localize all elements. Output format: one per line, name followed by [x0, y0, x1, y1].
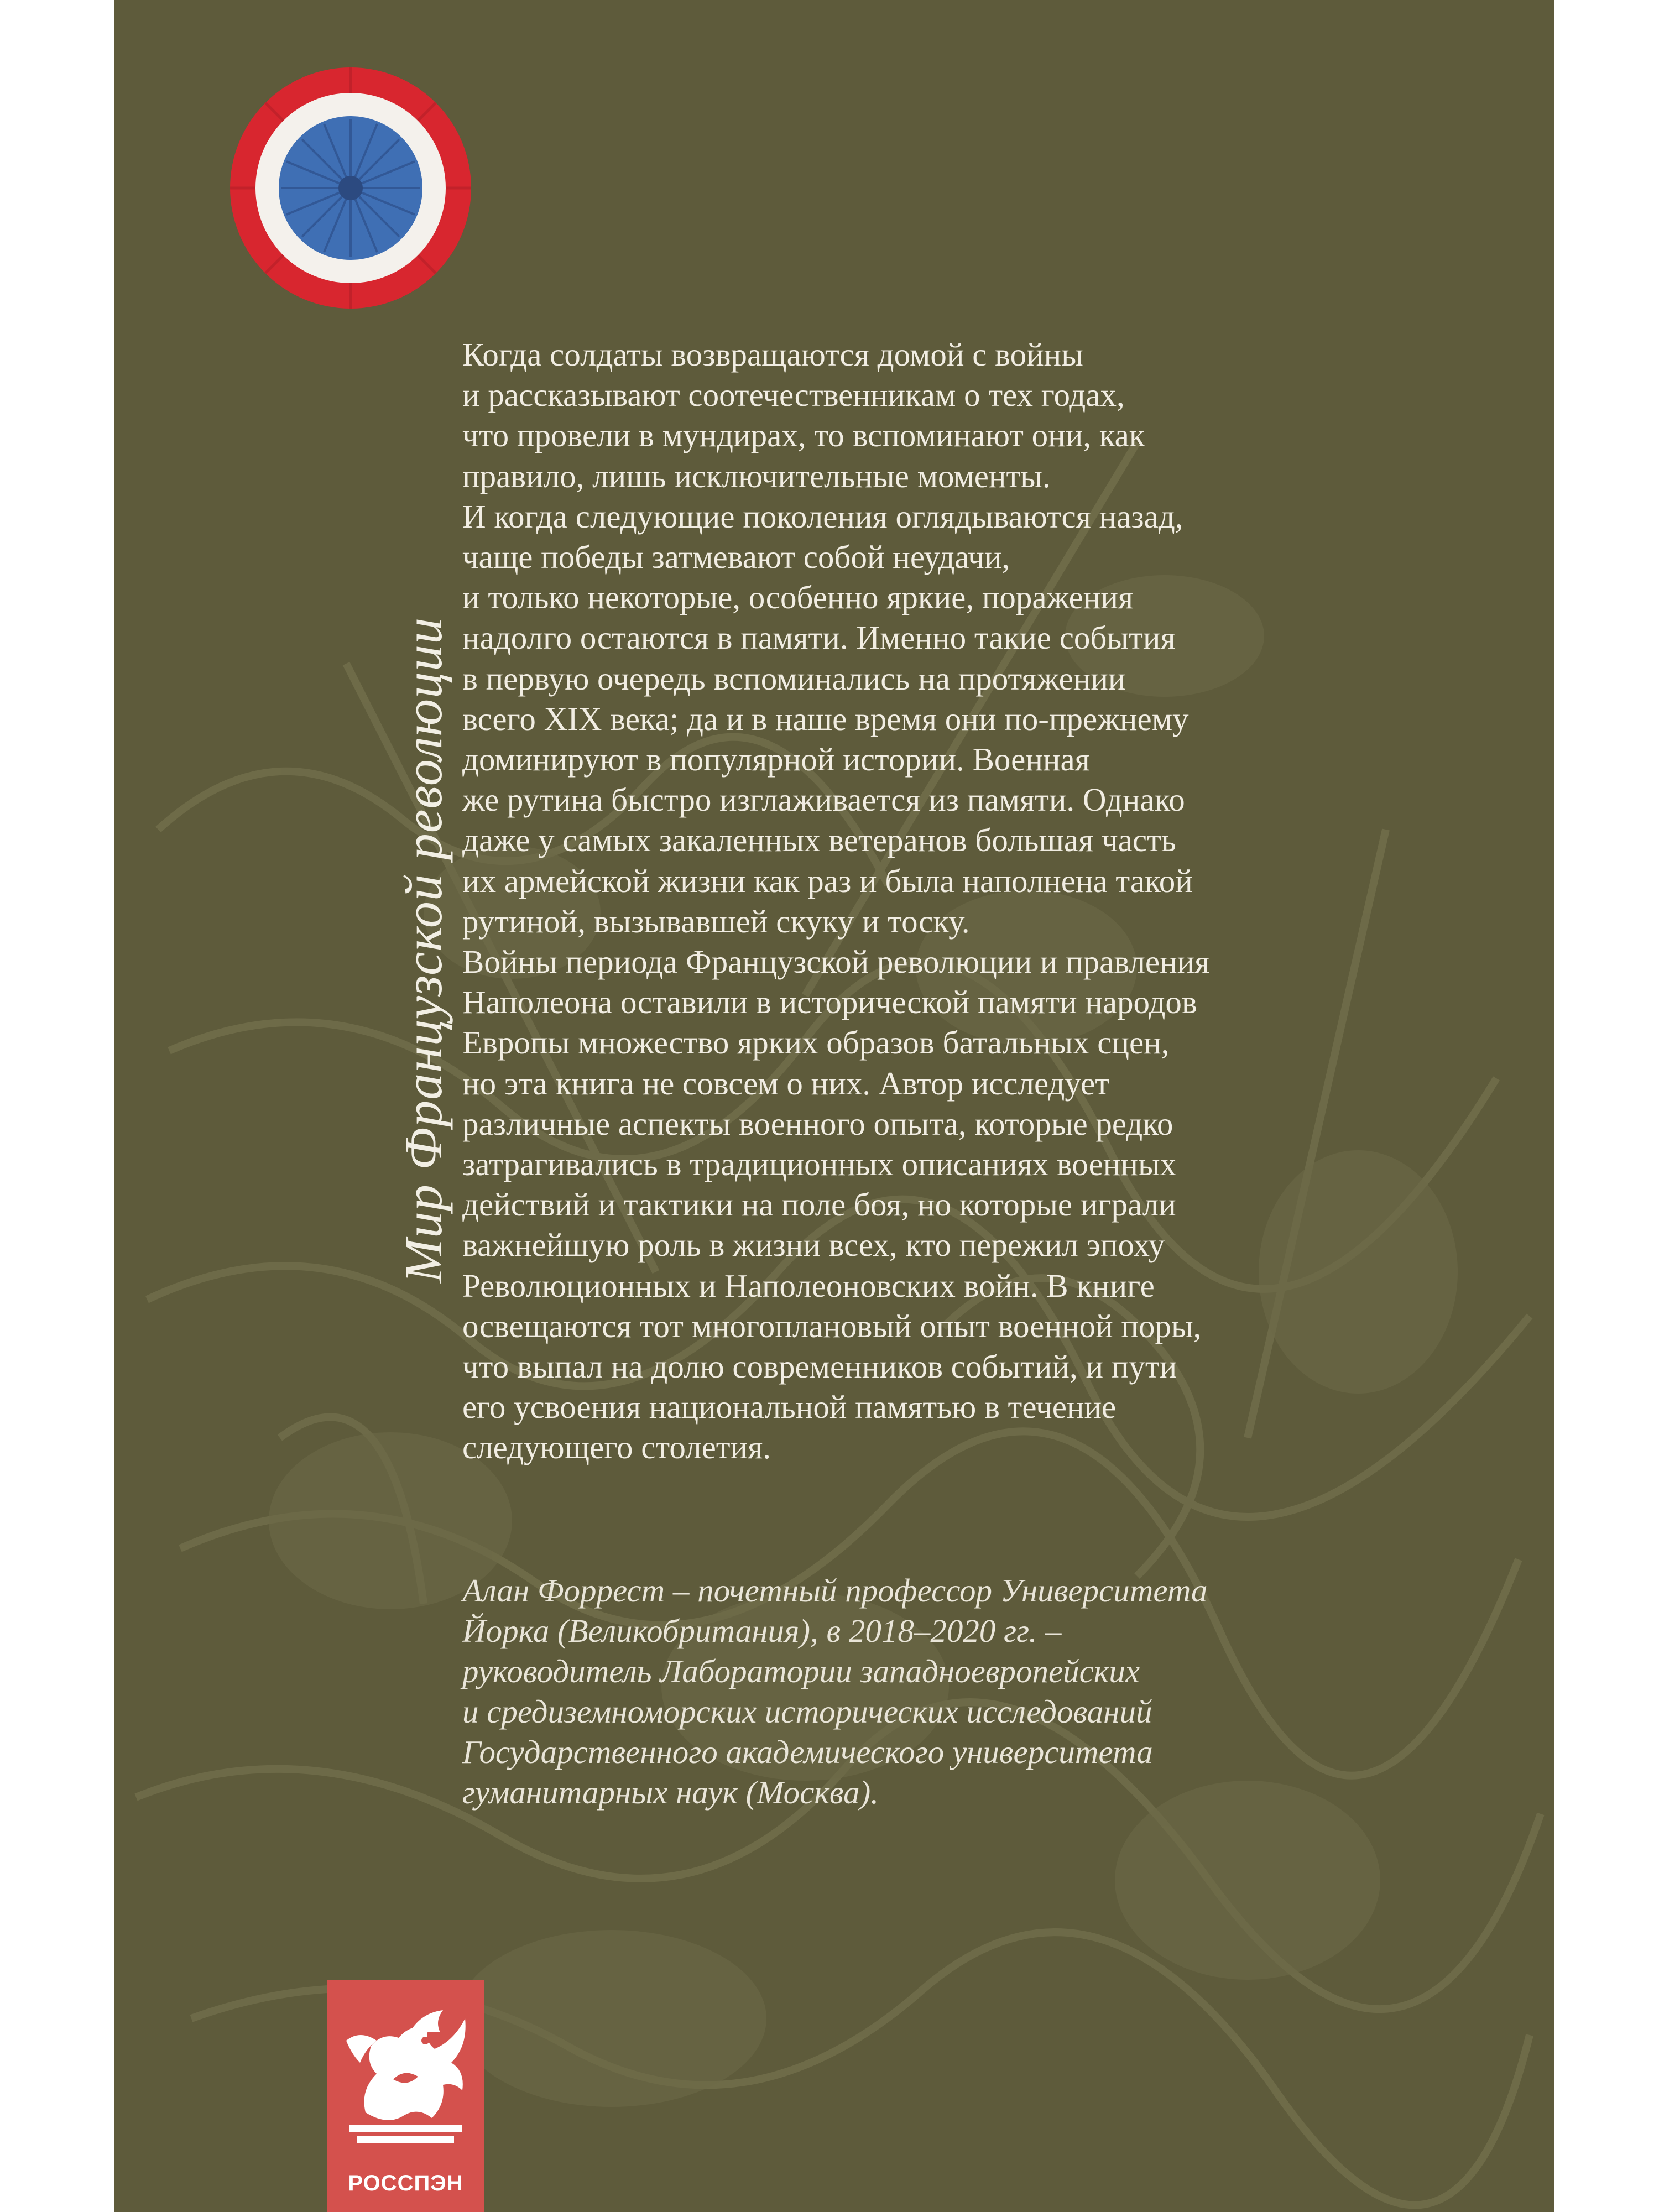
text-line: его усвоения национальной памятью в течение [462, 1389, 1117, 1426]
text-line: и рассказывают соотечественникам о тех годах, [462, 377, 1125, 414]
tricolour-cockade-icon [229, 66, 472, 310]
text-line: доминируют в популярной истории. Военная [462, 741, 1090, 778]
text-line: же рутина быстро изглаживается из памяти. Однако [462, 781, 1185, 818]
author-line: гуманитарных наук (Москва). [462, 1774, 879, 1811]
book-back-cover [114, 0, 1554, 2212]
text-line: всего XIX века; да и в наше время они по-прежнему [462, 700, 1189, 737]
text-line: Войны периода Французской революции и правления [462, 943, 1210, 980]
text-line: что провели в мундирах, то вспоминают они, как [462, 417, 1145, 454]
text-line: но эта книга не совсем о них. Автор исследует [462, 1065, 1110, 1102]
text-line: правило, лишь исключительные моменты. [462, 457, 1051, 494]
text-line: Европы множество ярких образов батальных сцен, [462, 1024, 1170, 1061]
text-line: рутиной, вызывавшей скуку и тоску. [462, 902, 970, 940]
text-line: даже у самых закаленных ветеранов большая часть [462, 822, 1176, 859]
text-line: чаще победы затмевают собой неудачи, [462, 539, 1010, 576]
text-line: И когда следующие поколения оглядываются назад, [462, 498, 1183, 535]
publisher-name: РОССПЭН [348, 2171, 463, 2195]
text-line: затрагивались в традиционных описаниях военных [462, 1146, 1177, 1183]
text-line: надолго остаются в памяти. Именно такие события [462, 619, 1176, 656]
text-line: их армейской жизни как раз и была наполнена такой [462, 862, 1193, 899]
text-line: следующего столетия. [462, 1429, 771, 1466]
text-line: в первую очередь вспоминались на протяжении [462, 660, 1126, 697]
author-line: Алан Форрест – почетный профессор Университета [462, 1572, 1208, 1609]
series-title: Мир Французской революции [394, 617, 453, 1283]
text-line: различные аспекты военного опыта, которые редко [462, 1105, 1173, 1142]
griffin-logo-icon [327, 1980, 484, 2162]
publisher-logo [327, 1980, 484, 2212]
author-note [462, 1571, 1546, 1813]
author-line: Йорка (Великобритания), в 2018–2020 гг. – [462, 1613, 1062, 1649]
text-line: Когда солдаты возвращаются домой с войны [462, 336, 1083, 373]
author-line: руководитель Лаборатории западноевропейских [462, 1653, 1140, 1689]
author-line: Государственного академического университета [462, 1734, 1153, 1770]
text-line: и только некоторые, особенно яркие, поражения [462, 579, 1134, 616]
author-line: и средиземноморских исторических исследований [462, 1693, 1152, 1730]
text-line: что выпал на долю современников событий, и пути [462, 1348, 1177, 1385]
annotation-text [462, 335, 1546, 1468]
text-line: освещаются тот многоплановый опыт военной поры, [462, 1307, 1202, 1344]
text-line: действий и тактики на поле боя, но которые играли [462, 1186, 1176, 1223]
text-line: важнейшую роль в жизни всех, кто пережил эпоху [462, 1227, 1165, 1264]
text-line: Наполеона оставили в исторической памяти народов [462, 984, 1197, 1021]
text-line: Революционных и Наполеоновских войн. В книге [462, 1267, 1155, 1304]
